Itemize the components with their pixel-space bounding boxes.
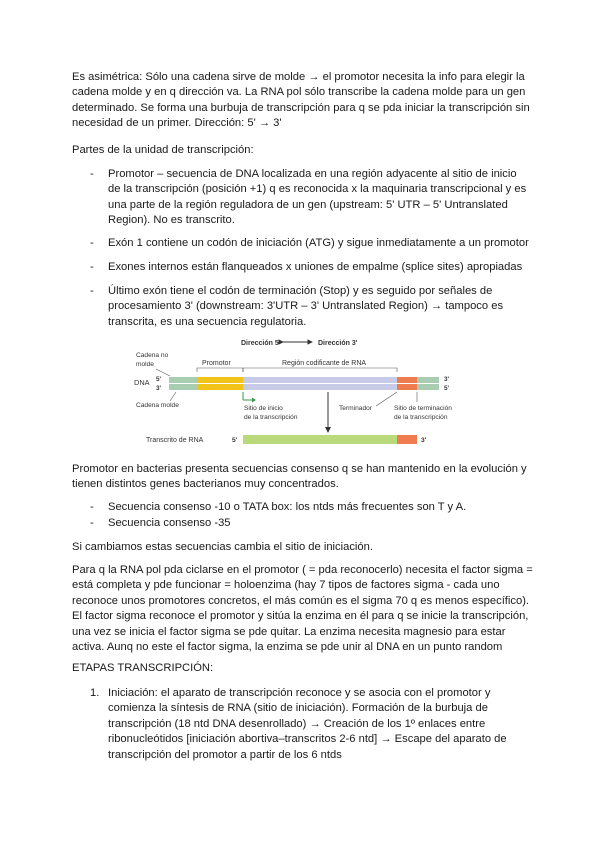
top-downstream-flank	[417, 377, 439, 383]
partes-title: Partes de la unidad de transcripción:	[72, 144, 254, 156]
transcription-down-arrowhead	[325, 427, 331, 433]
bottom-promotor-segment	[197, 384, 243, 390]
bottom-downstream-flank	[417, 384, 439, 390]
cadena-no-molde-label-1: Cadena no	[136, 352, 169, 359]
etapa-iniciacion: Iniciación: el aparato de transcripción reconoce y se asocia con el promotor y comienza la síntesis de RNA (sitio de iniciación). Formación de la burbuja de transcripción (18 ntd DNA desenrollado) → Creación de los 1º enlaces entre ribonucleótidos [iniciación abortiva–transcritos 2-6 ntd] → Escape del aparato de transcripción del promotor a partir de los 6 ntds	[108, 687, 507, 761]
rna-coding-segment	[243, 435, 397, 444]
bacterias-paragraph: Promotor en bacterias presenta secuencias consenso q se han mantenido en la evolución y tienen distintos genes bacterianos muy concentrados.	[72, 463, 527, 491]
bullet-dash: -	[90, 501, 94, 513]
partes-item-exones-internos: Exones internos están flanqueados x uniones de empalme (splice sites) apropiadas	[108, 261, 523, 273]
bottom-upstream-flank	[169, 384, 197, 390]
bullet-dash: -	[90, 285, 94, 297]
transcrito-label: Transcrito de RNA	[146, 437, 204, 444]
cambiamos-paragraph: Si cambiamos estas secuencias cambia el sitio de iniciación.	[72, 541, 373, 553]
rna-3-prime: 3'	[421, 437, 427, 444]
intro-paragraph: Es asimétrica: Sólo una cadena sirve de molde → el promotor necesita la info para elegir la cadena molde y en q dirección va. La RNA pol sólo transcribe la cadena molde para un gen determinado. Se forma una burbuja de transcripción para q se pda iniciar la transcripción sin necesidad de un primer. Dirección: 5' → 3'	[72, 71, 530, 130]
region-label: Región codificante de RNA	[282, 360, 367, 367]
top-3-prime: 3'	[444, 376, 450, 383]
bullet-dash: -	[90, 261, 94, 273]
region-bracket	[243, 368, 397, 372]
direction-3-label: Dirección 3'	[318, 340, 358, 347]
partes-item-exon1: Exón 1 contiene un codón de iniciación (ATG) y sigue inmediatamente a un promotor	[108, 237, 529, 249]
bottom-coding-segment	[243, 384, 397, 390]
rna-terminator-segment	[397, 435, 417, 444]
terminador-label: Terminador	[339, 405, 372, 412]
etapas-title: ETAPAS TRANSCRIPCIÓN:	[72, 662, 214, 674]
transcription-unit-diagram	[126, 334, 478, 452]
etapa-number: 1.	[90, 687, 100, 699]
bottom-terminator-segment	[397, 384, 417, 390]
bottom-5-prime: 5'	[444, 385, 450, 392]
top-upstream-flank	[169, 377, 197, 383]
sitio-inicio-label-1: Sitio de inicio	[244, 405, 283, 412]
consenso-item-35: Secuencia consenso -35	[108, 517, 231, 529]
bottom-3-prime: 3'	[156, 385, 162, 392]
start-site-arrowhead	[252, 398, 256, 403]
promotor-bracket	[197, 368, 243, 372]
partes-item-promotor: Promotor – secuencia de DNA localizada en una región adyacente al sitio de inicio de la transcripción (posición +1) q es reconocida x la maquinaria transcripcional y es una parte de la región reguladora de un gen (upstream: 5' UTR – 5' Untranslated Region). No es transcrito.	[108, 168, 527, 227]
rna-5-prime: 5'	[232, 437, 238, 444]
partes-item-ultimo-exon: Último exón tiene el codón de terminación (Stop) y es seguido por señales de procesamiento 3' (downstream: 3'UTR – 3' Untranslated Region) → tampoco es transcrita, es una secuencia regulatoria.	[108, 285, 504, 328]
bullet-dash: -	[90, 168, 94, 180]
cadena-no-molde-pointer	[156, 369, 170, 376]
top-coding-segment	[243, 377, 397, 383]
cadena-molde-label: Cadena molde	[136, 402, 179, 409]
direction-5-label: Dirección 5'	[241, 340, 281, 347]
sigma-paragraph: Para q la RNA pol pda ciclarse en el promotor ( = pda reconocerlo) necesita el factor sigma = está completa y pde funcionar = holoenzima (hay 7 tipos de factores sigma - cada uno reconoce unos promotores concretos, el más común es el sigma 70 q es menos específico). El factor sigma reconoce el promotor y sitúa la enzima en él para q se inicie la transcripción, una vez se inicia el factor sigma se pde quitar. La enzima necesita magnesio para estar activa. Aunq no este el factor sigma, la enzima se pde unir al DNA en un punto random	[72, 564, 533, 654]
consenso-item-10: Secuencia consenso -10 o TATA box: los ntds más frecuentes son T y A.	[108, 501, 467, 513]
sitio-term-label-2: de la transcripción	[394, 414, 448, 421]
dna-label: DNA	[134, 378, 150, 387]
sitio-term-label-1: Sitio de terminación	[394, 405, 452, 412]
cadena-no-molde-label-2: molde	[136, 361, 154, 368]
cadena-molde-pointer	[170, 392, 176, 401]
top-5-prime: 5'	[156, 376, 162, 383]
terminador-pointer	[376, 392, 397, 406]
bullet-dash: -	[90, 237, 94, 249]
top-terminator-segment	[397, 377, 417, 383]
bullet-dash: -	[90, 517, 94, 529]
top-promotor-segment	[197, 377, 243, 383]
sitio-inicio-label-2: de la transcripción	[244, 414, 298, 421]
promotor-label: Promotor	[202, 360, 231, 367]
